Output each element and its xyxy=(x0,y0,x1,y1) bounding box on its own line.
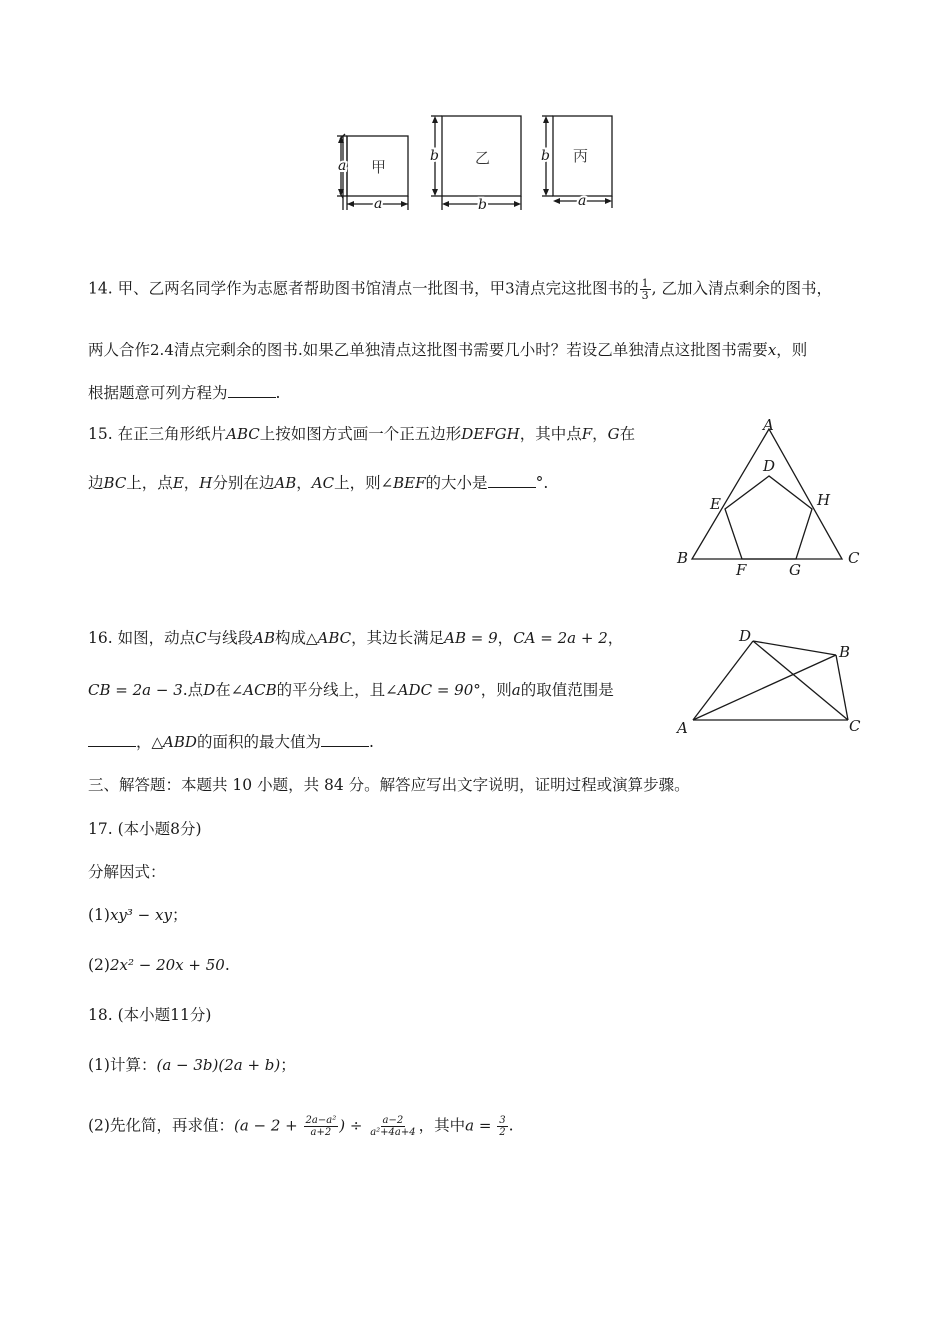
point-a-label: A xyxy=(763,416,774,434)
q15-text-10: °. xyxy=(535,474,549,492)
q17-p2-label: (2) xyxy=(88,956,110,974)
point-c-label: C xyxy=(848,549,860,567)
q16-text-8: ，则 xyxy=(480,681,512,699)
q16-eq-adc: ∠ADC = 90° xyxy=(385,681,481,699)
q14-text-6: ，则 xyxy=(776,341,808,359)
q15-text-8: 上，则 xyxy=(334,474,381,492)
q14-fraction xyxy=(640,278,651,301)
question-16-line2 xyxy=(88,680,614,700)
q18-f2-num: a−2 xyxy=(382,1115,404,1126)
q18-p1-end: ； xyxy=(280,1056,296,1074)
label-yi: 乙 xyxy=(475,149,491,167)
pentagon-defgh xyxy=(725,476,812,559)
q17-header: 17. (本小题8分) xyxy=(88,820,202,838)
point-b-label-16: B xyxy=(839,643,851,661)
q14-text-4: 两人合作 xyxy=(88,341,151,359)
q15-comma-3: ， xyxy=(296,474,312,492)
q18-part-2 xyxy=(88,1115,514,1138)
point-g-label: G xyxy=(789,561,801,579)
q14-hours-2: 2.4 xyxy=(150,341,174,359)
q15-text-3: ，其中点 xyxy=(519,425,582,443)
point-h-label: H xyxy=(817,491,831,509)
q18-f3-den: 2 xyxy=(499,1127,506,1138)
q15-h: H xyxy=(199,474,213,492)
q15-ac: AC xyxy=(311,474,335,492)
q18-fraction-2 xyxy=(368,1115,417,1138)
q18-p2-open: (a − 2 + xyxy=(233,1116,303,1135)
q15-angle: ∠BEF xyxy=(380,474,426,492)
q18-header: 18. (本小题11分) xyxy=(88,1006,212,1024)
q14-text-2: 清点完这批图书的 xyxy=(514,279,639,298)
q15-text-2: 上按如图方式画一个正五边形 xyxy=(259,425,462,443)
q16-text-10: ， xyxy=(136,733,152,751)
q15-f: F xyxy=(581,425,593,443)
rectangles-figure xyxy=(325,108,625,218)
q14-var: x xyxy=(767,341,777,359)
q16-answer-blank-1[interactable] xyxy=(88,732,136,747)
q16-text-2: 与线段 xyxy=(206,629,254,647)
q17-p2-end: . xyxy=(224,956,230,974)
q17-instruction: 分解因式： xyxy=(88,863,166,881)
q15-text-4: 在 xyxy=(619,425,636,443)
q18-part-1 xyxy=(88,1055,296,1075)
q17-p1-label: (1) xyxy=(88,906,110,924)
q14-frac-num: 1 xyxy=(641,277,649,290)
q15-text-6: 上，点 xyxy=(126,474,173,492)
q15-ab: AB xyxy=(274,474,297,492)
question-15-line2 xyxy=(88,473,548,493)
q16-comma: ， xyxy=(497,629,514,647)
q15-text-1: 在正三角形纸片 xyxy=(117,425,227,443)
q14-end: . xyxy=(275,384,281,402)
q16-text-4: ，其边长满足 xyxy=(351,629,445,647)
question-16-line3 xyxy=(88,732,374,752)
q18-f1-num: 2a−a² xyxy=(305,1115,337,1126)
q18-p2-end: . xyxy=(508,1116,514,1135)
q16-text-12: . xyxy=(368,733,374,751)
q14-text-1: 甲、乙两名同学作为志愿者帮助图书馆清点一批图书，甲 xyxy=(117,279,506,298)
q18-p1-label: (1)计算： xyxy=(88,1056,157,1074)
q17-p2-expr: 2x² − 20x + 50 xyxy=(109,956,225,974)
q15-number: 15. xyxy=(88,425,113,443)
q16-text-9: 的取值范围是 xyxy=(520,681,614,699)
q15-text-9: 的大小是 xyxy=(425,474,488,492)
q17-p1-expr: xy³ − xy xyxy=(109,906,172,924)
q14-text-7: 根据题意可列方程为 xyxy=(88,384,228,402)
q16-eq-cb: CB = 2a − 3 xyxy=(88,681,183,699)
point-c-label-16: C xyxy=(849,717,861,735)
dim-b-vertical-yi: b xyxy=(430,148,439,164)
q15-comma-2: ， xyxy=(183,474,200,492)
q15-text-5: 边 xyxy=(88,474,104,492)
q16-eq-ab: AB = 9 xyxy=(444,629,498,647)
dim-b-vertical-bing: b xyxy=(541,148,550,164)
q18-f3-num: 3 xyxy=(499,1115,506,1126)
q18-p2-close: ) ÷ xyxy=(339,1116,368,1135)
q16-ab: AB xyxy=(253,629,275,647)
q14-text-3: , 乙加入清点剩余的图书， xyxy=(651,279,833,298)
label-jia: 甲 xyxy=(371,158,387,176)
question-14-line3 xyxy=(88,383,280,403)
dim-b-horizontal: b xyxy=(478,197,487,213)
q18-fraction-3 xyxy=(497,1115,507,1138)
q14-hours-1: 3 xyxy=(505,279,515,298)
q16-text-6: 在 xyxy=(215,681,231,699)
point-b-label: B xyxy=(677,549,689,567)
q15-g: G xyxy=(607,425,620,443)
question-16-line1 xyxy=(88,628,623,648)
triangle-pentagon-figure xyxy=(672,415,872,580)
q15-bc: BC xyxy=(103,474,127,492)
q16-text-3: 构成 xyxy=(274,629,306,647)
q15-e: E xyxy=(172,474,184,492)
q15-answer-blank[interactable] xyxy=(488,473,536,488)
dim-a-horizontal-bing: a xyxy=(578,193,587,209)
point-f-label: F xyxy=(736,561,747,579)
q16-text-1: 如图，动点 xyxy=(117,629,196,647)
q16-c: C xyxy=(195,629,207,647)
point-d-label-16: D xyxy=(739,627,752,645)
q18-p2-mid: ，其中 xyxy=(418,1116,466,1135)
q15-text-7: 分别在边 xyxy=(212,474,275,492)
label-bing: 丙 xyxy=(573,147,589,165)
q14-frac-den: 3 xyxy=(641,289,649,302)
point-a-label-16: A xyxy=(677,719,688,737)
q16-text-5: .点 xyxy=(182,681,204,699)
q18-fraction-1 xyxy=(304,1115,339,1138)
q15-comma: ， xyxy=(592,425,608,443)
point-d-label: D xyxy=(763,457,776,475)
q18-f2-den: a²+4a+4 xyxy=(370,1127,416,1138)
q14-number: 14. xyxy=(88,279,113,298)
q16-triangle: △ABC xyxy=(305,629,352,647)
q16-angle-acb: ∠ACB xyxy=(230,681,277,699)
q18-p1-expr: (a − 3b)(2a + b) xyxy=(156,1056,281,1074)
dim-a-vertical: a xyxy=(338,158,347,174)
q14-text-5: 清点完剩余的图书.如果乙单独清点这批图书需要几小时？若设乙单独清点这批图书需要 xyxy=(173,341,768,359)
question-14-line1 xyxy=(88,278,832,301)
q16-answer-blank-2[interactable] xyxy=(321,732,369,747)
q18-f1-den: a+2 xyxy=(310,1127,332,1138)
q16-d: D xyxy=(203,681,216,699)
q14-answer-blank[interactable] xyxy=(228,383,276,398)
dim-a-horizontal: a xyxy=(374,196,383,212)
q16-text-7: 的平分线上，且 xyxy=(276,681,386,699)
q16-a: a xyxy=(511,681,521,699)
q17-part-1 xyxy=(88,905,187,925)
question-15-line1 xyxy=(88,424,635,444)
q16-number: 16. xyxy=(88,629,113,647)
q18-p2-a: a = xyxy=(465,1116,497,1135)
q17-part-2 xyxy=(88,955,230,975)
point-e-label: E xyxy=(710,495,721,513)
q15-defgh: DEFGH xyxy=(461,425,520,443)
q16-eq-ca: CA = 2a + 2 xyxy=(513,629,608,647)
q16-triangle-abd: △ABD xyxy=(151,733,197,751)
quadrilateral-figure xyxy=(672,625,872,743)
section-3-title: 三、解答题：本题共 10 小题，共 84 分。解答应写出文字说明，证明过程或演算步骤。 xyxy=(88,776,690,794)
q17-p1-end: ； xyxy=(171,906,188,924)
question-14-line2 xyxy=(88,340,807,360)
q18-p2-label: (2)先化简，再求值： xyxy=(88,1116,234,1135)
q16-comma-2: ， xyxy=(607,629,624,647)
q16-text-11: 的面积的最大值为 xyxy=(196,733,321,751)
q15-abc: ABC xyxy=(226,425,260,443)
